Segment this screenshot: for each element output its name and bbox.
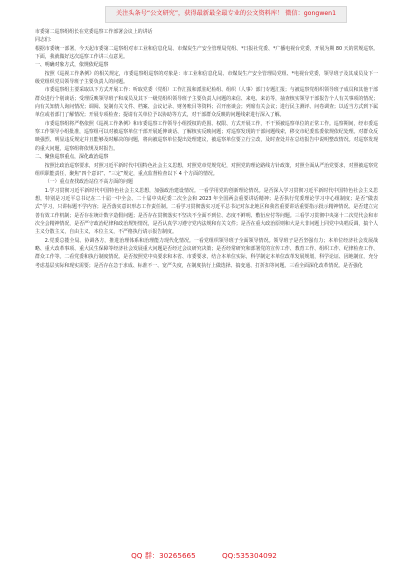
- footer-qq: QQ:535304092: [221, 551, 277, 560]
- paragraph: 1.学习贯彻习近平新时代中国特色社会主义思想，加强政治建设情况。一看学用党的创新理论情况。是否深入学习贯彻习近平新时代中国特色社会主义思想，特别是习近平总书记在二十届一中全会、二十届中央纪委二次全会和 2023 年全国两会重要讲话精神；是否执行党委理论学习中心组制度；是否“做表式”学习，只讲标题不学内容；是否落实意识形态工作责任制。二看学习贯彻落实习近平总书记对东北地区和我省重要讲话重要指示批示精神情况。是否建立完善有效工作机制；是否存在统计数字造假问题；是否存在贯彻落实不坚决不全面不到位、态度不鲜明、敷衍应付等问题。三看学习贯彻中央第十二次党代会和市次全会精神情况，是否严守政治纪律和政治规矩情况，是否认真学习遵守党内法规和有关文件；是否在重大政治原则和大是大非问题上同党中央唱反调，搞个人主义分散主义，自由主义，本位主义，不严格执行请示报告制度。: [35, 187, 378, 236]
- banner-text: 关注头条号“公文研究”，获得最新最全最专业的公文资料库！ 微信：gongwen1: [115, 10, 337, 17]
- paragraph: 市委巡察组将严格依照《巡视工作条例》和市委巡察工作领导小组授权的范围、权限、方式开展工作，不干预被巡察单位的正常工作。巡察期间，经市委巡察工作领导小组批准，巡察组可以对被巡察单位干部开展延伸谈话、了解核实反映问题；对巡察发现的干部问题线索，移交市纪委监委依规依纪处理。对群众反映强烈、明显违反规定并且能够及时解决的问题，将向被巡察单位提出处理建议，被巡察单位要立行立改，及时查处并在总结报告中说明整改情况。对巡察发现的重大问题，巡察组将依规及时报告。: [35, 120, 378, 152]
- paragraph: 2.党委总揽全局、协调各方，推进治理体系和治理能力现代化情况。一看党组织领导班子全面领导情况。领导班子是否坚强有力；本单位经济社会发展战略、重大改革事项、重大民生保障等经济社会发展重大问题是否经过会议研究决策；是否经常研究和部署党的宣传工作、教育工作、组织工作、纪律检查工作、群众工作等。二看党委和执行制度情况。是否按照党中央要求和本省、市委要求，结合本单位实际，科学制定本单位改革发展规划，科学论证、因地制宜，充分考虑基层实际和现实需要；是否存在急于求成、标准不一、宽严失度，在制度执行上做选择、搞变通、打折扣等问题。三看全面深化改革情况。是否强化: [35, 237, 378, 269]
- doc-title: 市委第二巡察组组长在党委巡察工作部署会议上的讲话: [35, 29, 153, 35]
- subsection-heading: （一）重点查找政治站位不高方面的问题: [44, 179, 133, 186]
- footer-qq-group: QQ 群：30265665: [131, 551, 196, 560]
- salutation: 同志们：: [35, 37, 55, 44]
- section-heading: 一、明确对象方式，依规依纪巡察: [35, 62, 109, 69]
- document-body: [35, 28, 378, 548]
- paragraph: 根据市委统一部署，今天起市委第二巡察组对市工业和信息化局、市煤炭生产安全管理局党组、*日报社党委、*广播电视台党委，开展为期 80 天的常规巡察。下面，我就做好这次巡察工作讲三点意见。: [35, 45, 378, 61]
- section-heading: 二、聚焦巡察重点，深化政治巡察: [35, 154, 109, 161]
- paragraph: 按照比政治巡察要求，对照习近平新时代中国特色社会主义思想，对照党章党规党纪，对照党的理论路线方针政策，对照全面从严治党要求，对照被巡察党组织职能责任，聚焦“四个意识”、“三定”规定，重点监督检查以下 4 个方面的情况。: [35, 162, 378, 177]
- paragraph: 按照《巡视工作条例》的相关规定，市委巡察组巡察的对象是：市工业和信息化局、市煤炭生产安全管理局党组、*电视台党委，领导班子及其成员及下一级党组织党员领导班子主要负责人的问题。: [35, 70, 378, 86]
- paragraph: 市委巡察组主要采取以下方式开展工作：听取党委（党组）工作汇报和派驻纪检组、组织（人事）部门专题汇报；与被巡察党组织领导班子成员和其他干部群众进行个别谈话；受理反映领导班子和成员及其下一级党组织领导班子主要负责人问题的来信、来电、来访等，抽查核实领导干部报告个人有关事项的情况；向有关知情人询问情况；调阅、复制有关文件、档案、会议记录、财务账目等资料；召开座谈会；列席有关会议；进行民主测评、问卷调查；以适当方式到下属单位或者部门了解情况；开展专项检查；提请有关单位予以协助等方式，对干部群众反映的问题线索进行深入了解。: [35, 87, 378, 119]
- footer-contact: [0, 551, 408, 561]
- header-banner: [105, 6, 347, 23]
